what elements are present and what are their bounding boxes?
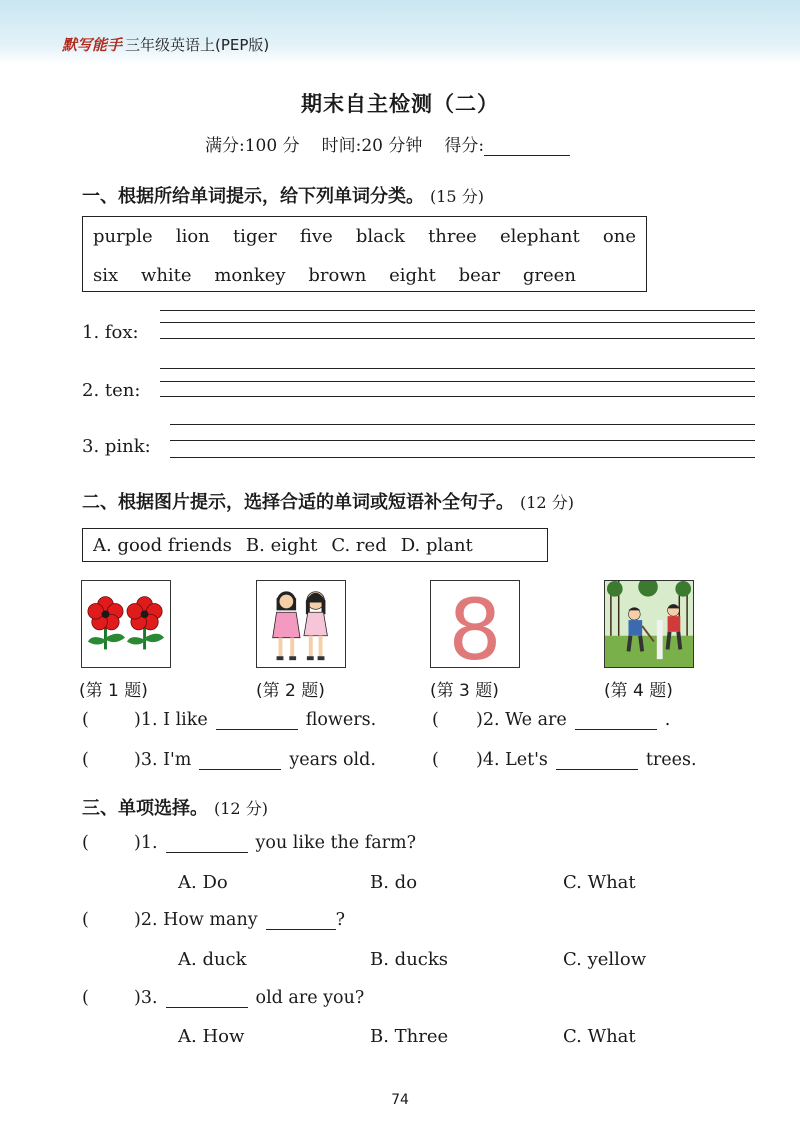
picture-caption-3: (第 3 题) xyxy=(430,681,499,701)
writing-line[interactable] xyxy=(160,396,755,397)
choice-2-option-b[interactable]: B. ducks xyxy=(370,949,449,970)
flowers-picture xyxy=(81,580,171,668)
choice-question-1: ( )1. you like the farm? xyxy=(82,833,416,853)
answer-blank[interactable] xyxy=(575,711,657,730)
section1-points: (15 分) xyxy=(430,187,484,206)
writing-line[interactable] xyxy=(170,424,755,425)
section2-title: 二、根据图片提示，选择合适的单词或短语补全句子。 (12 分) xyxy=(82,492,574,513)
writing-line[interactable] xyxy=(160,322,755,323)
time-limit: 时间:20 分钟 xyxy=(321,136,423,156)
answer-blank[interactable] xyxy=(216,711,298,730)
book-brand xyxy=(62,34,269,55)
section3-title: 三、单项选择。 (12 分) xyxy=(82,798,268,819)
score-label: 得分: xyxy=(444,136,485,156)
section2-points: (12 分) xyxy=(520,493,574,512)
answer-blank[interactable] xyxy=(266,911,336,930)
writing-line[interactable] xyxy=(160,368,755,369)
word-box xyxy=(82,216,647,292)
choice-2-option-a[interactable]: A. duck xyxy=(178,949,247,970)
section1-title: 一、根据所给单词提示，给下列单词分类。 (15 分) xyxy=(82,186,484,207)
word-row-2 xyxy=(93,265,576,286)
word: green xyxy=(522,265,576,286)
fill-question-1: ( )1. I like flowers. xyxy=(82,710,377,730)
choice-3-option-b[interactable]: B. Three xyxy=(370,1026,449,1047)
answer-blank[interactable] xyxy=(166,834,248,853)
word: monkey xyxy=(214,265,286,286)
word-row-1 xyxy=(93,226,636,247)
number-picture xyxy=(430,580,520,668)
word: lion xyxy=(175,226,210,247)
number-eight-icon xyxy=(431,581,519,667)
writing-line[interactable] xyxy=(170,440,755,441)
picture-caption-4: (第 4 题) xyxy=(604,681,673,701)
picture-caption-1: (第 1 题) xyxy=(79,681,148,701)
word: three xyxy=(428,226,477,247)
answer-blank[interactable] xyxy=(556,751,638,770)
word: white xyxy=(140,265,192,286)
choice-question-3: ( )3. old are you? xyxy=(82,988,365,1008)
fill-question-2: ( )2. We are . xyxy=(432,710,671,730)
writing-line[interactable] xyxy=(170,457,755,458)
word: brown xyxy=(308,265,367,286)
choice-3-option-a[interactable]: A. How xyxy=(178,1026,245,1047)
fill-question-3: ( )3. I'm years old. xyxy=(82,750,376,770)
category-fox-label: 1. fox: xyxy=(82,322,139,343)
brand-logo: 默写能手 xyxy=(62,36,123,54)
word: black xyxy=(355,226,405,247)
option-b: B. eight xyxy=(245,534,318,556)
word: six xyxy=(93,265,119,286)
option-d: D. plant xyxy=(400,534,473,556)
writing-line[interactable] xyxy=(160,381,755,382)
choice-1-option-c[interactable]: C. What xyxy=(563,872,636,893)
answer-blank[interactable] xyxy=(166,989,248,1008)
word: eight xyxy=(389,265,436,286)
word: tiger xyxy=(232,226,277,247)
option-c: C. red xyxy=(331,534,387,556)
picture-caption-2: (第 2 题) xyxy=(256,681,325,701)
exam-info xyxy=(205,131,592,156)
page-number: 74 xyxy=(391,1092,409,1108)
planting-trees-icon xyxy=(605,581,693,667)
word: bear xyxy=(458,265,501,286)
word: one xyxy=(602,226,636,247)
planting-picture xyxy=(604,580,694,668)
choice-3-option-c[interactable]: C. What xyxy=(563,1026,636,1047)
word: elephant xyxy=(500,226,580,247)
choice-1-option-b[interactable]: B. do xyxy=(370,872,418,893)
word: purple xyxy=(93,226,153,247)
word: five xyxy=(299,226,333,247)
writing-line[interactable] xyxy=(160,310,755,311)
girls-picture xyxy=(256,580,346,668)
red-flowers-icon xyxy=(82,581,170,667)
category-ten-label: 2. ten: xyxy=(82,380,141,401)
score-blank[interactable] xyxy=(484,135,570,156)
page-title: 期末自主检测（二） xyxy=(301,92,499,116)
answer-blank[interactable] xyxy=(199,751,281,770)
choice-1-option-a[interactable]: A. Do xyxy=(178,872,228,893)
section3-points: (12 分) xyxy=(214,799,268,818)
number-eight-text: 8 xyxy=(448,581,502,667)
brand-subtitle: 三年级英语上(PEP版) xyxy=(125,36,270,54)
category-pink-label: 3. pink: xyxy=(82,436,151,457)
fill-question-4: ( )4. Let's trees. xyxy=(432,750,697,770)
option-box xyxy=(82,528,548,562)
full-score: 满分:100 分 xyxy=(205,136,300,156)
writing-line[interactable] xyxy=(160,338,755,339)
choice-question-2: ( )2. How many ? xyxy=(82,910,346,930)
choice-2-option-c[interactable]: C. yellow xyxy=(563,949,647,970)
two-girls-icon xyxy=(257,581,345,667)
option-a: A. good friends xyxy=(93,534,232,556)
